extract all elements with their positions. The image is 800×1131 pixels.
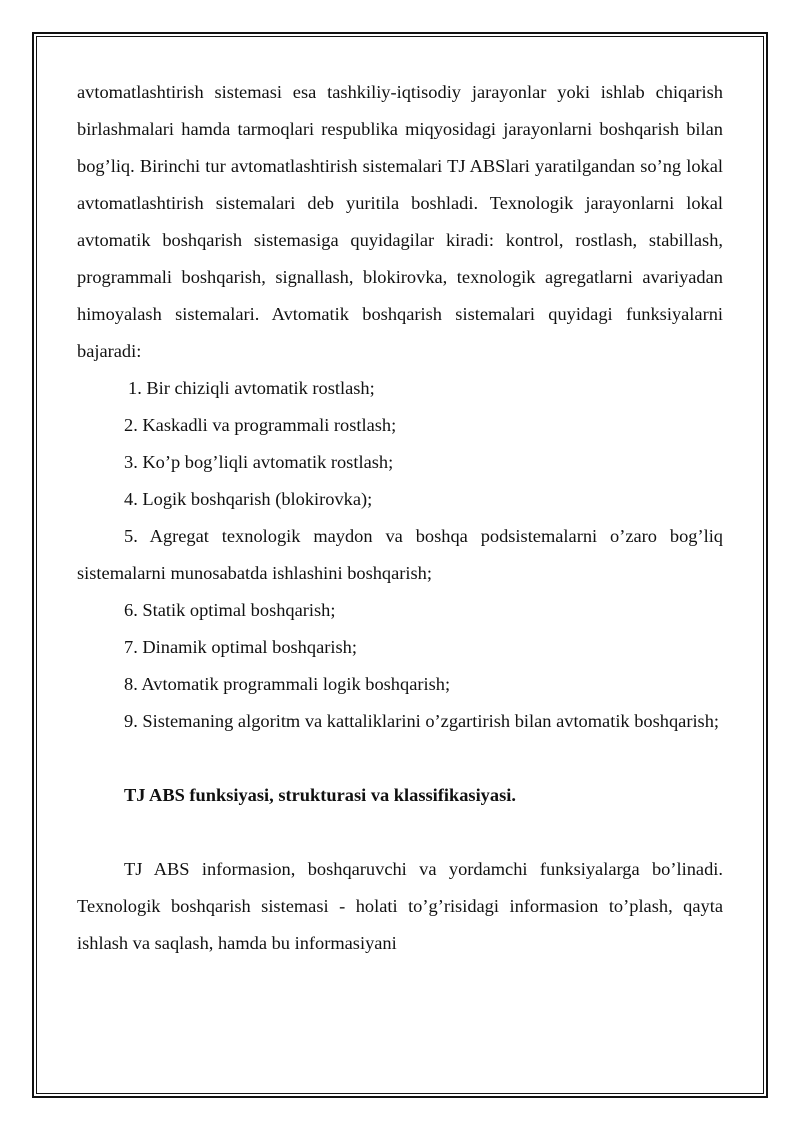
list-item: 3. Ko’p bog’liqli avtomatik rostlash; [124,452,394,472]
list-item: 2. Kaskadli va programmali rostlash; [124,415,397,435]
document-body [77,74,723,962]
spacer [77,740,723,777]
intro-paragraph: avtomatlashtirish sistemasi esa tashkiliy-iqtisodiy jarayonlar yoki ishlab chiqarish birlashmalari hamda tarmoqlari respublika miqyosidagi jarayonlarni boshqarish bilan bog’liq. Birinchi tur avtomatlashtirish sistemalari TJ ABSlari yaratilgandan so’ng lokal avtomatlashtirish sistemalari deb yuritila boshladi. Texnologik jarayonlarni lokal avtomatik boshqarish sistemasiga quyidagilar kiradi: kontrol, rostlash, stabillash, programmali boshqarish, signallash, blokirovka, texnologik agregatlarni avariyadan himoyalash sistemalari. Avtomatik boshqarish sistemalari quyidagi funksiyalarni bajaradi: [77,82,723,361]
list-item: 1. Bir chiziqli avtomatik rostlash; [128,378,375,398]
function-list [77,370,723,740]
list-item: 7. Dinamik optimal boshqarish; [124,637,357,657]
list-item: 6. Statik optimal boshqarish; [124,600,336,620]
list-item: 9. Sistemaning algoritm va kattaliklarini o’zgartirish bilan avtomatik boshqarish; [124,711,720,731]
list-item: 8. Avtomatik programmali logik boshqarish; [124,674,451,694]
list-item: 5. Agregat texnologik maydon va boshqa podsistemalarni o’zaro bog’liq sistemalarni munosabatda ishlashini boshqarish; [77,526,723,583]
list-item: 4. Logik boshqarish (blokirovka); [124,489,373,509]
spacer [77,814,723,851]
section-paragraph: TJ ABS informasion, boshqaruvchi va yordamchi funksiyalarga bo’linadi. Texnologik boshqarish sistemasi - holati to’g’risidagi informasion to’plash, qayta ishlash va saqlash, hamda bu informasiyani [77,859,723,953]
section-heading: TJ ABS funksiyasi, strukturasi va klassifikasiyasi. [124,785,516,805]
